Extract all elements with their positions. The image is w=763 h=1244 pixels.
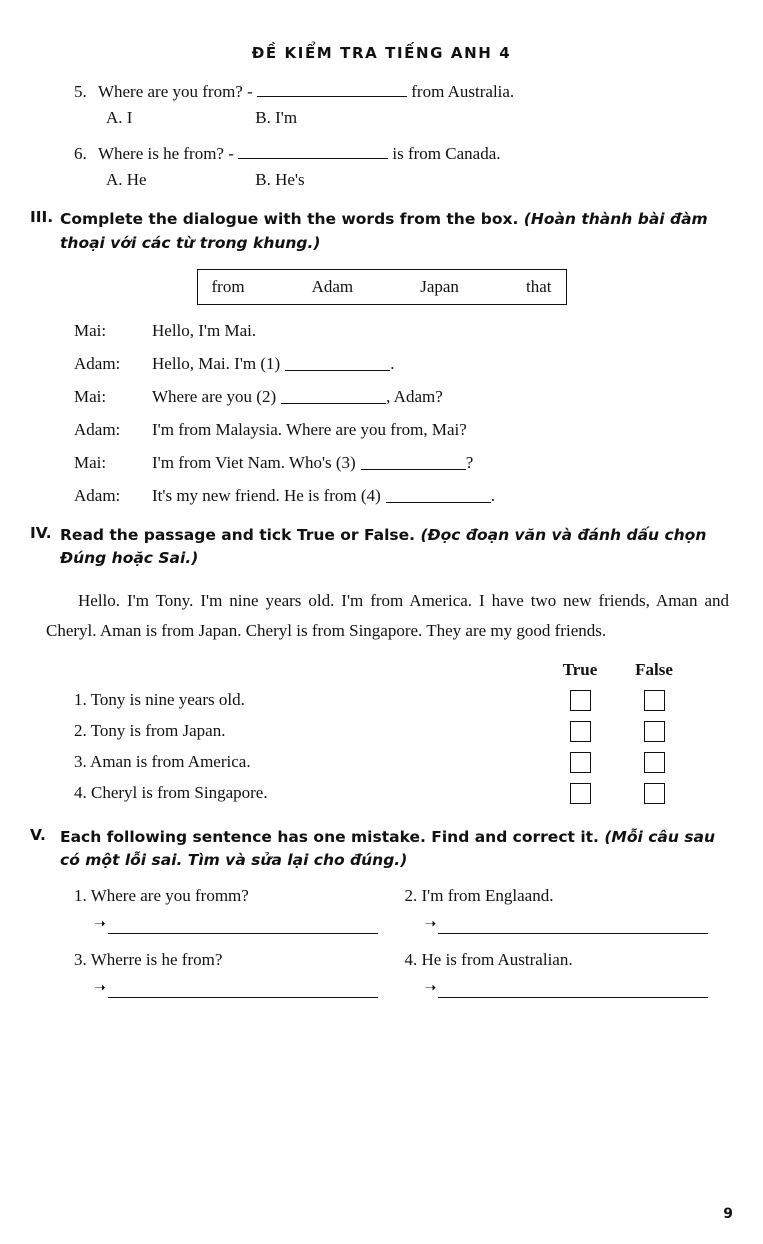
dialogue-line [74,420,735,440]
correction-answer-line[interactable] [405,982,736,998]
page-title: ĐỀ KIỂM TRA TIẾNG ANH 4 [251,44,512,62]
true-cell [543,721,617,742]
true-false-row [28,752,735,773]
checkbox-true-4[interactable] [570,783,591,804]
dialogue [28,321,735,506]
dialogue-text-after: . [390,353,395,373]
section-5-heading [28,826,735,873]
true-false-row [28,690,735,711]
question-5-number: 5. [74,82,87,102]
question-6-option-a[interactable]: A. He [106,170,147,190]
section-5-title [60,826,735,873]
question-5-option-a[interactable]: A. I [106,108,133,128]
dialogue-blank-4[interactable] [386,486,491,503]
correction-answer-line[interactable] [74,982,405,998]
correction-sentence: 3. Wherre is he from? [74,950,223,970]
section-4-roman: IV. [30,523,52,542]
arrow-icon: ➝ [94,917,106,933]
question-5-option-b[interactable]: B. I'm [255,108,298,128]
correction-answer-line[interactable] [74,918,405,934]
dialogue-text: I'm from Viet Nam. Who's (3) [152,452,356,472]
dialogue-line [74,354,735,374]
checkbox-false-4[interactable] [644,783,665,804]
section-4-title-vi: (Đọc đoạn văn và đánh dấu chọn Đúng hoặc Sai.) [60,525,707,568]
correction-item [74,950,405,998]
question-6-option-b[interactable]: B. He's [255,170,305,190]
checkbox-true-1[interactable] [570,690,591,711]
word-box-item-2[interactable]: Japan [420,276,459,296]
section-3-title-en: Complete the dialogue with the words from the box. [60,210,519,229]
true-cell [543,690,617,711]
true-false-text: 3. Aman is from America. [74,752,251,772]
column-true: True [562,659,598,679]
dialogue-speaker: Mai: [74,452,107,472]
question-6-text-before: Where is he from? - [97,144,234,164]
question-6-options [28,170,735,190]
question-5 [28,80,735,102]
page-number: 9 [723,1206,733,1222]
worksheet-page [0,44,763,1244]
checkbox-false-1[interactable] [644,690,665,711]
answer-rule[interactable] [108,983,378,998]
dialogue-text: It's my new friend. He is from (4) [152,485,381,505]
false-cell [617,783,691,804]
true-false-row [28,783,735,804]
passage-text: Hello. I'm Tony. I'm nine years old. I'm from America. I have two new friends, Aman and Cheryl. Aman is from Japan. Cheryl is from Singapore. They are my good friends. [46,591,729,641]
dialogue-text: I'm from Malaysia. Where are you from, Mai? [152,419,467,439]
dialogue-speaker: Adam: [74,353,121,373]
correction-answer-line[interactable] [405,918,736,934]
question-5-options [28,108,735,128]
true-cell [543,752,617,773]
true-false-text: 4. Cheryl is from Singapore. [74,783,268,803]
true-false-row [28,721,735,742]
true-false-text: 2. Tony is from Japan. [74,721,226,741]
dialogue-text: Hello, I'm Mai. [152,320,257,340]
arrow-icon: ➝ [424,981,437,997]
column-false: False [635,659,673,679]
dialogue-speaker: Adam: [74,419,121,439]
correction-item [405,950,736,998]
answer-rule[interactable] [438,983,708,998]
section-5-title-en: Each following sentence has one mistake. Find and correct it. [60,827,599,846]
checkbox-true-2[interactable] [570,721,591,742]
question-5-blank[interactable] [257,80,407,97]
question-5-text-before: Where are you from? - [97,82,253,102]
checkbox-false-3[interactable] [644,752,665,773]
correction-sentence: 4. He is from Australian. [404,950,573,970]
arrow-icon: ➝ [424,917,437,933]
dialogue-text-after: , Adam? [386,386,443,406]
correction-item [74,886,405,934]
question-6 [28,142,735,164]
true-cell [543,783,617,804]
dialogue-line [74,486,735,506]
dialogue-line [74,453,735,473]
dialogue-speaker: Adam: [74,485,121,505]
reading-passage [28,586,735,646]
answer-rule[interactable] [438,919,708,934]
checkbox-true-3[interactable] [570,752,591,773]
section-3-title [60,208,735,255]
arrow-icon: ➝ [94,981,106,997]
section-3-roman: III. [30,208,54,227]
correction-sentence: 2. I'm from Englaand. [404,886,554,906]
false-cell [617,721,691,742]
dialogue-blank-3[interactable] [361,453,466,470]
dialogue-line [74,321,735,341]
question-6-number: 6. [74,144,87,164]
checkbox-false-2[interactable] [644,721,665,742]
dialogue-text-after: ? [465,452,474,472]
dialogue-speaker: Mai: [74,386,107,406]
word-box-item-1[interactable]: Adam [311,276,354,296]
correction-grid [28,886,735,1014]
word-box [197,269,567,305]
dialogue-blank-1[interactable] [285,354,390,371]
question-6-text-after: is from Canada. [392,144,501,164]
dialogue-text-after: . [490,485,495,505]
correction-item [405,886,736,934]
true-false-header [28,660,735,680]
question-6-blank[interactable] [238,142,388,159]
dialogue-text: Where are you (2) [152,386,277,406]
section-3-title-vi: (Hoàn thành bài đàm thoại với các từ trong khung.) [60,210,708,252]
dialogue-blank-2[interactable] [281,387,386,404]
section-5-title-vi: (Mỗi câu sau có một lỗi sai. Tìm và sửa lại cho đúng.) [60,827,716,870]
dialogue-line [74,387,735,407]
word-box-item-0[interactable]: from [211,276,245,296]
section-4-title-en: Read the passage and tick True or False. [60,525,416,544]
false-cell [617,752,691,773]
true-false-text: 1. Tony is nine years old. [74,690,245,710]
section-4-heading [28,524,735,571]
dialogue-text: Hello, Mai. I'm (1) [152,353,281,373]
dialogue-speaker: Mai: [74,320,107,340]
word-box-item-3[interactable]: that [526,276,552,296]
section-4-title [60,524,735,571]
false-cell [617,690,691,711]
answer-rule[interactable] [108,919,378,934]
section-3-heading [28,208,735,255]
correction-sentence: 1. Where are you fromm? [74,886,249,906]
question-5-text-after: from Australia. [411,82,515,102]
section-5-roman: V. [30,825,46,844]
